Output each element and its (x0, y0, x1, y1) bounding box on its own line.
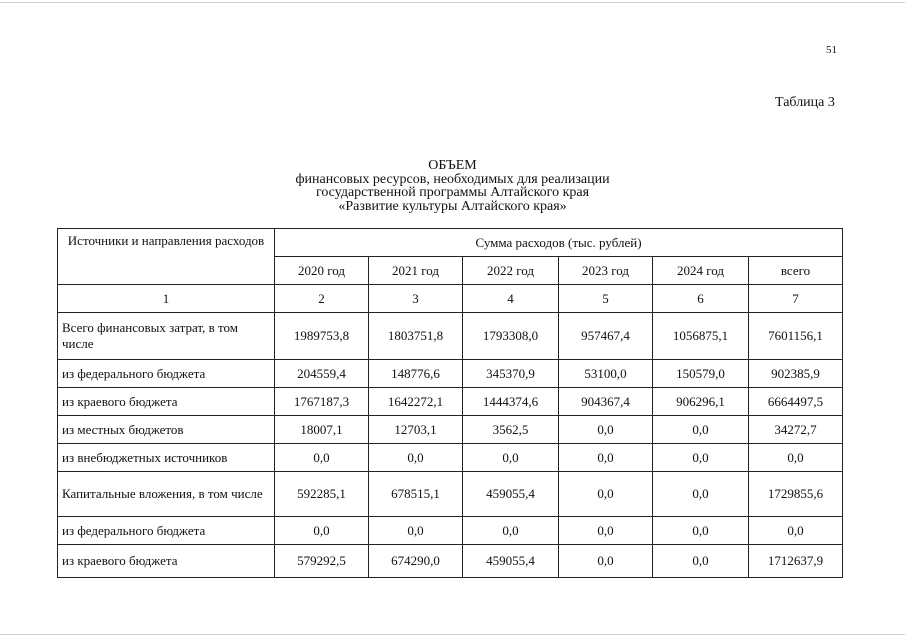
cell-value: 0,0 (559, 517, 653, 545)
cell-value: 0,0 (653, 444, 749, 472)
column-number: 3 (369, 285, 463, 313)
year-header: 2022 год (463, 257, 559, 285)
scan-artifact-bottom (0, 634, 905, 635)
column-number: 7 (749, 285, 843, 313)
cell-value: 34272,7 (749, 416, 843, 444)
cell-value: 1793308,0 (463, 313, 559, 360)
cell-value: 0,0 (275, 444, 369, 472)
cell-value: 1444374,6 (463, 388, 559, 416)
row-label: из краевого бюджета (58, 388, 275, 416)
table-row (58, 360, 843, 388)
cell-value: 902385,9 (749, 360, 843, 388)
cell-value: 1056875,1 (653, 313, 749, 360)
table-row (58, 517, 843, 545)
cell-value: 1712637,9 (749, 545, 843, 578)
heading-line-4: «Развитие культуры Алтайского края» (338, 198, 567, 214)
cell-value: 904367,4 (559, 388, 653, 416)
cell-value: 957467,4 (559, 313, 653, 360)
cell-value: 592285,1 (275, 472, 369, 517)
cell-value: 0,0 (653, 517, 749, 545)
column-number: 2 (275, 285, 369, 313)
cell-value: 0,0 (653, 416, 749, 444)
cell-value: 0,0 (275, 517, 369, 545)
cell-value: 0,0 (653, 472, 749, 517)
cell-value: 1767187,3 (275, 388, 369, 416)
cell-value: 459055,4 (463, 472, 559, 517)
row-label: Капитальные вложения, в том числе (58, 472, 275, 517)
row-label: Всего финансовых затрат, в том числе (58, 313, 275, 360)
row-label: из краевого бюджета (58, 545, 275, 578)
cell-value: 204559,4 (275, 360, 369, 388)
cell-value: 459055,4 (463, 545, 559, 578)
cell-value: 150579,0 (653, 360, 749, 388)
year-header: 2023 год (559, 257, 653, 285)
cell-value: 0,0 (369, 517, 463, 545)
column-number: 6 (653, 285, 749, 313)
total-header: всего (749, 257, 843, 285)
cell-value: 1803751,8 (369, 313, 463, 360)
column-number-row (58, 285, 843, 313)
cell-value: 0,0 (369, 444, 463, 472)
cell-value: 0,0 (559, 444, 653, 472)
cell-value: 0,0 (559, 545, 653, 578)
table-label: Таблица 3 (775, 95, 835, 110)
table-row (58, 313, 843, 360)
cell-value: 0,0 (463, 517, 559, 545)
cell-value: 0,0 (749, 517, 843, 545)
cell-value: 0,0 (559, 416, 653, 444)
column-number: 5 (559, 285, 653, 313)
table-row (58, 472, 843, 517)
source-column-header: Источники и направления расходов (58, 229, 275, 285)
cell-value: 1729855,6 (749, 472, 843, 517)
scan-artifact-top (0, 2, 905, 3)
heading-line-2: финансовых ресурсов, необходимых для реализации (295, 171, 610, 187)
cell-value: 12703,1 (369, 416, 463, 444)
cell-value: 18007,1 (275, 416, 369, 444)
table-row (58, 388, 843, 416)
document-heading (0, 159, 905, 213)
row-label: из внебюджетных источников (58, 444, 275, 472)
cell-value: 53100,0 (559, 360, 653, 388)
cell-value: 1642272,1 (369, 388, 463, 416)
row-label: из местных бюджетов (58, 416, 275, 444)
row-label: из федерального бюджета (58, 517, 275, 545)
cell-value: 906296,1 (653, 388, 749, 416)
cell-value: 0,0 (749, 444, 843, 472)
row-label: из федерального бюджета (58, 360, 275, 388)
cell-value: 3562,5 (463, 416, 559, 444)
table-row (58, 444, 843, 472)
cell-value: 6664497,5 (749, 388, 843, 416)
cell-value: 345370,9 (463, 360, 559, 388)
cell-value: 0,0 (463, 444, 559, 472)
cell-value: 1989753,8 (275, 313, 369, 360)
column-number: 4 (463, 285, 559, 313)
heading-line-1: ОБЪЕМ (428, 158, 477, 173)
heading-line-3: государственной программы Алтайского края (315, 185, 590, 200)
year-header: 2021 год (369, 257, 463, 285)
cell-value: 0,0 (653, 545, 749, 578)
cell-value: 579292,5 (275, 545, 369, 578)
table-row (58, 416, 843, 444)
column-number: 1 (58, 285, 275, 313)
cell-value: 678515,1 (369, 472, 463, 517)
finance-table (57, 228, 843, 578)
cell-value: 674290,0 (369, 545, 463, 578)
year-header: 2020 год (275, 257, 369, 285)
sum-header: Сумма расходов (тыс. рублей) (275, 229, 843, 257)
table-row (58, 545, 843, 578)
cell-value: 148776,6 (369, 360, 463, 388)
page-number: 51 (826, 44, 837, 56)
year-header: 2024 год (653, 257, 749, 285)
cell-value: 7601156,1 (749, 313, 843, 360)
cell-value: 0,0 (559, 472, 653, 517)
